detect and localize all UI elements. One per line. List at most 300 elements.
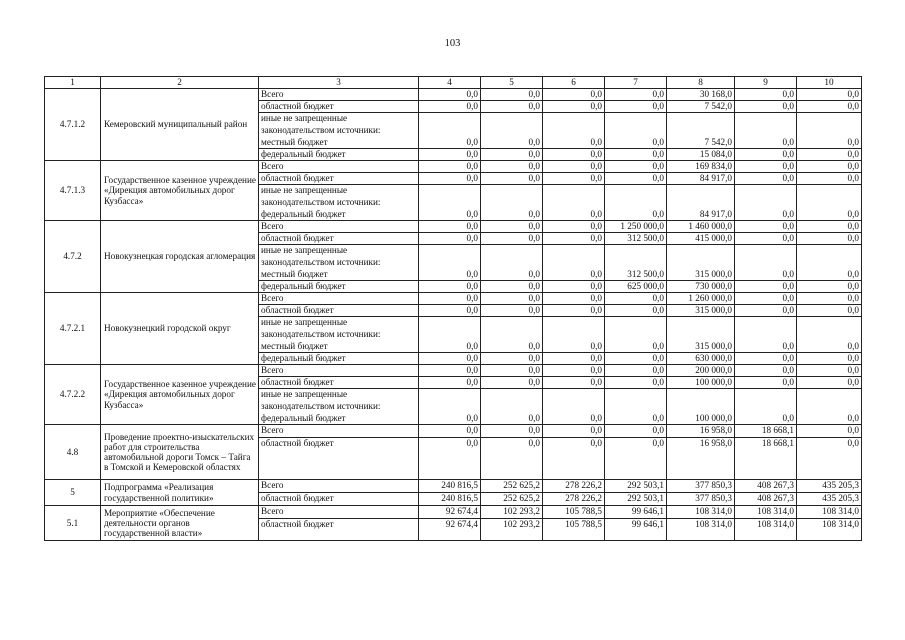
- source-label-other1: иные не запрещенные: [259, 185, 419, 197]
- empty-cell: [735, 257, 797, 269]
- empty-cell: [543, 125, 605, 137]
- value-cell: 0,0: [481, 341, 543, 353]
- empty-cell: [543, 245, 605, 257]
- header-cell: 4: [419, 77, 481, 89]
- value-cell: 0,0: [419, 149, 481, 161]
- value-cell: 0,0: [605, 305, 667, 317]
- value-cell: 0,0: [481, 173, 543, 185]
- empty-cell: [735, 113, 797, 125]
- empty-cell: [605, 245, 667, 257]
- value-cell: 16 958,0: [667, 438, 735, 480]
- value-cell: 292 503,1: [605, 493, 667, 506]
- value-cell: 0,0: [735, 173, 797, 185]
- source-label-regional: областной бюджет: [259, 519, 419, 541]
- value-cell: 0,0: [543, 233, 605, 245]
- empty-cell: [667, 317, 735, 329]
- empty-cell: [797, 329, 862, 341]
- empty-cell: [797, 125, 862, 137]
- value-cell: 0,0: [735, 413, 797, 425]
- value-cell: 0,0: [481, 149, 543, 161]
- value-cell: 0,0: [419, 233, 481, 245]
- header-cell: 5: [481, 77, 543, 89]
- empty-cell: [735, 329, 797, 341]
- header-row: [45, 77, 862, 89]
- value-cell: 278 226,2: [543, 493, 605, 506]
- table-row: [45, 425, 862, 438]
- value-cell: 0,0: [543, 137, 605, 149]
- empty-cell: [481, 113, 543, 125]
- value-cell: 108 314,0: [667, 506, 735, 519]
- value-cell: 7 542,0: [667, 137, 735, 149]
- value-cell: 0,0: [797, 89, 862, 101]
- value-cell: 0,0: [605, 293, 667, 305]
- empty-cell: [419, 185, 481, 197]
- empty-cell: [797, 185, 862, 197]
- empty-cell: [481, 317, 543, 329]
- source-label-other2: законодательством источники:: [259, 401, 419, 413]
- value-cell: 0,0: [419, 173, 481, 185]
- value-cell: 252 625,2: [481, 480, 543, 493]
- value-cell: 1 460 000,0: [667, 221, 735, 233]
- value-cell: 0,0: [543, 209, 605, 221]
- value-cell: 0,0: [481, 413, 543, 425]
- value-cell: 108 314,0: [797, 519, 862, 541]
- value-cell: 0,0: [797, 341, 862, 353]
- empty-cell: [667, 185, 735, 197]
- empty-cell: [735, 125, 797, 137]
- empty-cell: [605, 317, 667, 329]
- value-cell: 0,0: [481, 305, 543, 317]
- empty-cell: [735, 185, 797, 197]
- value-cell: 278 226,2: [543, 480, 605, 493]
- value-cell: 108 314,0: [797, 506, 862, 519]
- value-cell: 0,0: [797, 281, 862, 293]
- value-cell: 0,0: [735, 233, 797, 245]
- source-label-local: местный бюджет: [259, 137, 419, 149]
- value-cell: 625 000,0: [605, 281, 667, 293]
- source-label-total: Всего: [259, 480, 419, 493]
- value-cell: 0,0: [735, 89, 797, 101]
- value-cell: 0,0: [605, 425, 667, 438]
- value-cell: 435 205,3: [797, 480, 862, 493]
- empty-cell: [481, 197, 543, 209]
- value-cell: 0,0: [605, 438, 667, 480]
- value-cell: 0,0: [419, 353, 481, 365]
- value-cell: 0,0: [481, 377, 543, 389]
- value-cell: 0,0: [481, 221, 543, 233]
- value-cell: 312 500,0: [605, 269, 667, 281]
- row-name: Мероприятие «Обеспечение деятельности органов государственной власти»: [101, 506, 259, 541]
- empty-cell: [419, 125, 481, 137]
- header-cell: 10: [797, 77, 862, 89]
- value-cell: 0,0: [797, 101, 862, 113]
- value-cell: 0,0: [735, 101, 797, 113]
- row-name: Кемеровский муниципальный район: [101, 89, 259, 161]
- value-cell: 0,0: [481, 353, 543, 365]
- value-cell: 0,0: [735, 365, 797, 377]
- row-name: Новокузнецкая городская агломерация: [101, 221, 259, 293]
- value-cell: 92 674,4: [419, 519, 481, 541]
- header-cell: 7: [605, 77, 667, 89]
- value-cell: 102 293,2: [481, 506, 543, 519]
- value-cell: 408 267,3: [735, 480, 797, 493]
- source-label-local: местный бюджет: [259, 269, 419, 281]
- value-cell: 0,0: [797, 269, 862, 281]
- empty-cell: [481, 329, 543, 341]
- row-name: Государственное казенное учреждение «Дирекция автомобильных дорог Кузбасса»: [101, 365, 259, 425]
- value-cell: 99 646,1: [605, 519, 667, 541]
- source-label-other2: законодательством источники:: [259, 329, 419, 341]
- source-label-regional: областной бюджет: [259, 438, 419, 480]
- value-cell: 0,0: [481, 161, 543, 173]
- value-cell: 0,0: [543, 293, 605, 305]
- value-cell: 0,0: [735, 269, 797, 281]
- value-cell: 108 314,0: [735, 506, 797, 519]
- value-cell: 0,0: [419, 221, 481, 233]
- value-cell: 0,0: [797, 293, 862, 305]
- value-cell: 0,0: [735, 353, 797, 365]
- value-cell: 252 625,2: [481, 493, 543, 506]
- source-label-other2: законодательством источники:: [259, 197, 419, 209]
- value-cell: 0,0: [797, 221, 862, 233]
- value-cell: 315 000,0: [667, 305, 735, 317]
- empty-cell: [605, 185, 667, 197]
- source-label-federal: федеральный бюджет: [259, 353, 419, 365]
- empty-cell: [419, 329, 481, 341]
- value-cell: 0,0: [419, 209, 481, 221]
- source-label-federal: федеральный бюджет: [259, 209, 419, 221]
- value-cell: 0,0: [605, 137, 667, 149]
- source-label-regional: областной бюджет: [259, 377, 419, 389]
- value-cell: 0,0: [735, 293, 797, 305]
- value-cell: 0,0: [543, 161, 605, 173]
- value-cell: 0,0: [605, 353, 667, 365]
- row-code: 4.7.1.2: [45, 89, 101, 161]
- value-cell: 105 788,5: [543, 506, 605, 519]
- empty-cell: [667, 197, 735, 209]
- value-cell: 0,0: [419, 101, 481, 113]
- value-cell: 0,0: [481, 438, 543, 480]
- empty-cell: [797, 389, 862, 401]
- table-row: [45, 365, 862, 377]
- value-cell: 0,0: [481, 209, 543, 221]
- empty-cell: [543, 113, 605, 125]
- empty-cell: [419, 245, 481, 257]
- value-cell: 0,0: [605, 341, 667, 353]
- empty-cell: [667, 329, 735, 341]
- value-cell: 730 000,0: [667, 281, 735, 293]
- value-cell: 102 293,2: [481, 519, 543, 541]
- value-cell: 16 958,0: [667, 425, 735, 438]
- value-cell: 0,0: [481, 101, 543, 113]
- source-label-other2: законодательством источники:: [259, 125, 419, 137]
- value-cell: 315 000,0: [667, 341, 735, 353]
- value-cell: 0,0: [543, 305, 605, 317]
- value-cell: 0,0: [481, 365, 543, 377]
- value-cell: 0,0: [543, 377, 605, 389]
- value-cell: 0,0: [797, 173, 862, 185]
- value-cell: 0,0: [543, 425, 605, 438]
- empty-cell: [419, 401, 481, 413]
- value-cell: 200 000,0: [667, 365, 735, 377]
- value-cell: 0,0: [481, 281, 543, 293]
- value-cell: 0,0: [735, 209, 797, 221]
- value-cell: 0,0: [605, 413, 667, 425]
- row-code: 5: [45, 480, 101, 506]
- empty-cell: [797, 401, 862, 413]
- table-row: [45, 480, 862, 493]
- value-cell: 408 267,3: [735, 493, 797, 506]
- empty-cell: [481, 185, 543, 197]
- value-cell: 0,0: [481, 233, 543, 245]
- value-cell: 0,0: [605, 89, 667, 101]
- value-cell: 0,0: [481, 269, 543, 281]
- value-cell: 315 000,0: [667, 269, 735, 281]
- source-label-other1: иные не запрещенные: [259, 113, 419, 125]
- value-cell: 0,0: [419, 161, 481, 173]
- empty-cell: [543, 329, 605, 341]
- empty-cell: [543, 389, 605, 401]
- value-cell: 0,0: [543, 365, 605, 377]
- header-cell: 8: [667, 77, 735, 89]
- value-cell: 84 917,0: [667, 209, 735, 221]
- source-label-federal: федеральный бюджет: [259, 281, 419, 293]
- empty-cell: [735, 197, 797, 209]
- source-label-regional: областной бюджет: [259, 493, 419, 506]
- value-cell: 0,0: [797, 438, 862, 480]
- value-cell: 377 850,3: [667, 480, 735, 493]
- empty-cell: [481, 389, 543, 401]
- table-row: [45, 89, 862, 101]
- value-cell: 0,0: [543, 281, 605, 293]
- value-cell: 312 500,0: [605, 233, 667, 245]
- source-label-regional: областной бюджет: [259, 305, 419, 317]
- value-cell: 0,0: [605, 161, 667, 173]
- value-cell: 0,0: [605, 377, 667, 389]
- empty-cell: [419, 389, 481, 401]
- value-cell: 0,0: [797, 425, 862, 438]
- value-cell: 0,0: [797, 161, 862, 173]
- row-name: Государственное казенное учреждение «Дирекция автомобильных дорог Кузбасса»: [101, 161, 259, 221]
- table-row: [45, 221, 862, 233]
- row-name: Подпрограмма «Реализация государственной политики»: [101, 480, 259, 506]
- value-cell: 7 542,0: [667, 101, 735, 113]
- value-cell: 92 674,4: [419, 506, 481, 519]
- value-cell: 100 000,0: [667, 413, 735, 425]
- value-cell: 0,0: [419, 137, 481, 149]
- value-cell: 1 250 000,0: [605, 221, 667, 233]
- value-cell: 0,0: [797, 413, 862, 425]
- empty-cell: [543, 185, 605, 197]
- value-cell: 0,0: [419, 89, 481, 101]
- empty-cell: [667, 401, 735, 413]
- page-number: 103: [444, 38, 461, 49]
- row-code: 5.1: [45, 506, 101, 541]
- empty-cell: [797, 113, 862, 125]
- value-cell: 0,0: [543, 101, 605, 113]
- value-cell: 0,0: [735, 281, 797, 293]
- empty-cell: [735, 389, 797, 401]
- empty-cell: [605, 389, 667, 401]
- source-label-total: Всего: [259, 221, 419, 233]
- value-cell: 0,0: [419, 281, 481, 293]
- empty-cell: [605, 257, 667, 269]
- source-label-other2: законодательством источники:: [259, 257, 419, 269]
- empty-cell: [543, 401, 605, 413]
- value-cell: 435 205,3: [797, 493, 862, 506]
- empty-cell: [735, 401, 797, 413]
- value-cell: 0,0: [419, 413, 481, 425]
- value-cell: 0,0: [419, 269, 481, 281]
- empty-cell: [797, 245, 862, 257]
- empty-cell: [605, 113, 667, 125]
- row-code: 4.7.2.1: [45, 293, 101, 365]
- value-cell: 0,0: [543, 438, 605, 480]
- empty-cell: [543, 257, 605, 269]
- value-cell: 0,0: [543, 221, 605, 233]
- source-label-total: Всего: [259, 425, 419, 438]
- source-label-regional: областной бюджет: [259, 101, 419, 113]
- value-cell: 99 646,1: [605, 506, 667, 519]
- value-cell: 630 000,0: [667, 353, 735, 365]
- value-cell: 0,0: [797, 353, 862, 365]
- empty-cell: [797, 197, 862, 209]
- value-cell: 0,0: [735, 221, 797, 233]
- source-label-other1: иные не запрещенные: [259, 317, 419, 329]
- value-cell: 105 788,5: [543, 519, 605, 541]
- value-cell: 0,0: [543, 269, 605, 281]
- value-cell: 108 314,0: [667, 519, 735, 541]
- value-cell: 0,0: [605, 149, 667, 161]
- row-code: 4.7.2.2: [45, 365, 101, 425]
- empty-cell: [605, 329, 667, 341]
- empty-cell: [419, 317, 481, 329]
- value-cell: 0,0: [543, 341, 605, 353]
- source-label-other1: иные не запрещенные: [259, 245, 419, 257]
- value-cell: 240 816,5: [419, 493, 481, 506]
- value-cell: 0,0: [419, 365, 481, 377]
- value-cell: 240 816,5: [419, 480, 481, 493]
- value-cell: 292 503,1: [605, 480, 667, 493]
- value-cell: 100 000,0: [667, 377, 735, 389]
- table-row: [45, 161, 862, 173]
- header-cell: 2: [101, 77, 259, 89]
- value-cell: 0,0: [735, 305, 797, 317]
- value-cell: 1 260 000,0: [667, 293, 735, 305]
- value-cell: 0,0: [419, 305, 481, 317]
- value-cell: 0,0: [797, 149, 862, 161]
- empty-cell: [667, 125, 735, 137]
- value-cell: 0,0: [797, 137, 862, 149]
- row-name: Проведение проектно-изыскательских работ для строительства автомобильной дороги Томск – Тайга в Томской и Кемеровской областях: [101, 425, 259, 480]
- value-cell: 0,0: [419, 341, 481, 353]
- value-cell: 0,0: [543, 413, 605, 425]
- value-cell: 0,0: [419, 438, 481, 480]
- source-label-federal: федеральный бюджет: [259, 413, 419, 425]
- value-cell: 0,0: [605, 173, 667, 185]
- source-label-regional: областной бюджет: [259, 233, 419, 245]
- empty-cell: [605, 125, 667, 137]
- value-cell: 108 314,0: [735, 519, 797, 541]
- empty-cell: [419, 257, 481, 269]
- source-label-local: местный бюджет: [259, 341, 419, 353]
- header-cell: 9: [735, 77, 797, 89]
- empty-cell: [481, 125, 543, 137]
- value-cell: 0,0: [797, 305, 862, 317]
- empty-cell: [481, 257, 543, 269]
- source-label-total: Всего: [259, 293, 419, 305]
- empty-cell: [419, 197, 481, 209]
- table-row: [45, 293, 862, 305]
- source-label-total: Всего: [259, 89, 419, 101]
- value-cell: 0,0: [543, 173, 605, 185]
- empty-cell: [605, 197, 667, 209]
- value-cell: 18 668,1: [735, 438, 797, 480]
- source-label-other1: иные не запрещенные: [259, 389, 419, 401]
- value-cell: 84 917,0: [667, 173, 735, 185]
- row-code: 4.7.1.3: [45, 161, 101, 221]
- value-cell: 415 000,0: [667, 233, 735, 245]
- header-cell: 3: [259, 77, 419, 89]
- empty-cell: [667, 389, 735, 401]
- source-label-federal: федеральный бюджет: [259, 149, 419, 161]
- header-cell: 6: [543, 77, 605, 89]
- empty-cell: [667, 257, 735, 269]
- value-cell: 0,0: [419, 377, 481, 389]
- value-cell: 0,0: [543, 149, 605, 161]
- value-cell: 0,0: [605, 101, 667, 113]
- value-cell: 0,0: [605, 365, 667, 377]
- value-cell: 377 850,3: [667, 493, 735, 506]
- empty-cell: [735, 245, 797, 257]
- value-cell: 0,0: [735, 161, 797, 173]
- value-cell: 0,0: [481, 425, 543, 438]
- value-cell: 0,0: [543, 353, 605, 365]
- value-cell: 0,0: [543, 89, 605, 101]
- empty-cell: [797, 257, 862, 269]
- row-code: 4.7.2: [45, 221, 101, 293]
- value-cell: 15 084,0: [667, 149, 735, 161]
- value-cell: 0,0: [797, 233, 862, 245]
- value-cell: 0,0: [605, 209, 667, 221]
- value-cell: 0,0: [797, 365, 862, 377]
- empty-cell: [797, 317, 862, 329]
- value-cell: 0,0: [419, 425, 481, 438]
- value-cell: 30 168,0: [667, 89, 735, 101]
- row-name: Новокузнецкий городской округ: [101, 293, 259, 365]
- value-cell: 0,0: [735, 377, 797, 389]
- empty-cell: [481, 245, 543, 257]
- value-cell: 169 834,0: [667, 161, 735, 173]
- value-cell: 0,0: [481, 137, 543, 149]
- budget-table: [44, 76, 862, 541]
- value-cell: 0,0: [419, 293, 481, 305]
- empty-cell: [481, 401, 543, 413]
- value-cell: 0,0: [735, 341, 797, 353]
- row-code: 4.8: [45, 425, 101, 480]
- empty-cell: [543, 317, 605, 329]
- source-label-total: Всего: [259, 161, 419, 173]
- empty-cell: [605, 401, 667, 413]
- value-cell: 0,0: [481, 89, 543, 101]
- source-label-regional: областной бюджет: [259, 173, 419, 185]
- value-cell: 0,0: [797, 377, 862, 389]
- empty-cell: [667, 113, 735, 125]
- source-label-total: Всего: [259, 506, 419, 519]
- empty-cell: [543, 197, 605, 209]
- value-cell: 0,0: [735, 149, 797, 161]
- table-row: [45, 506, 862, 519]
